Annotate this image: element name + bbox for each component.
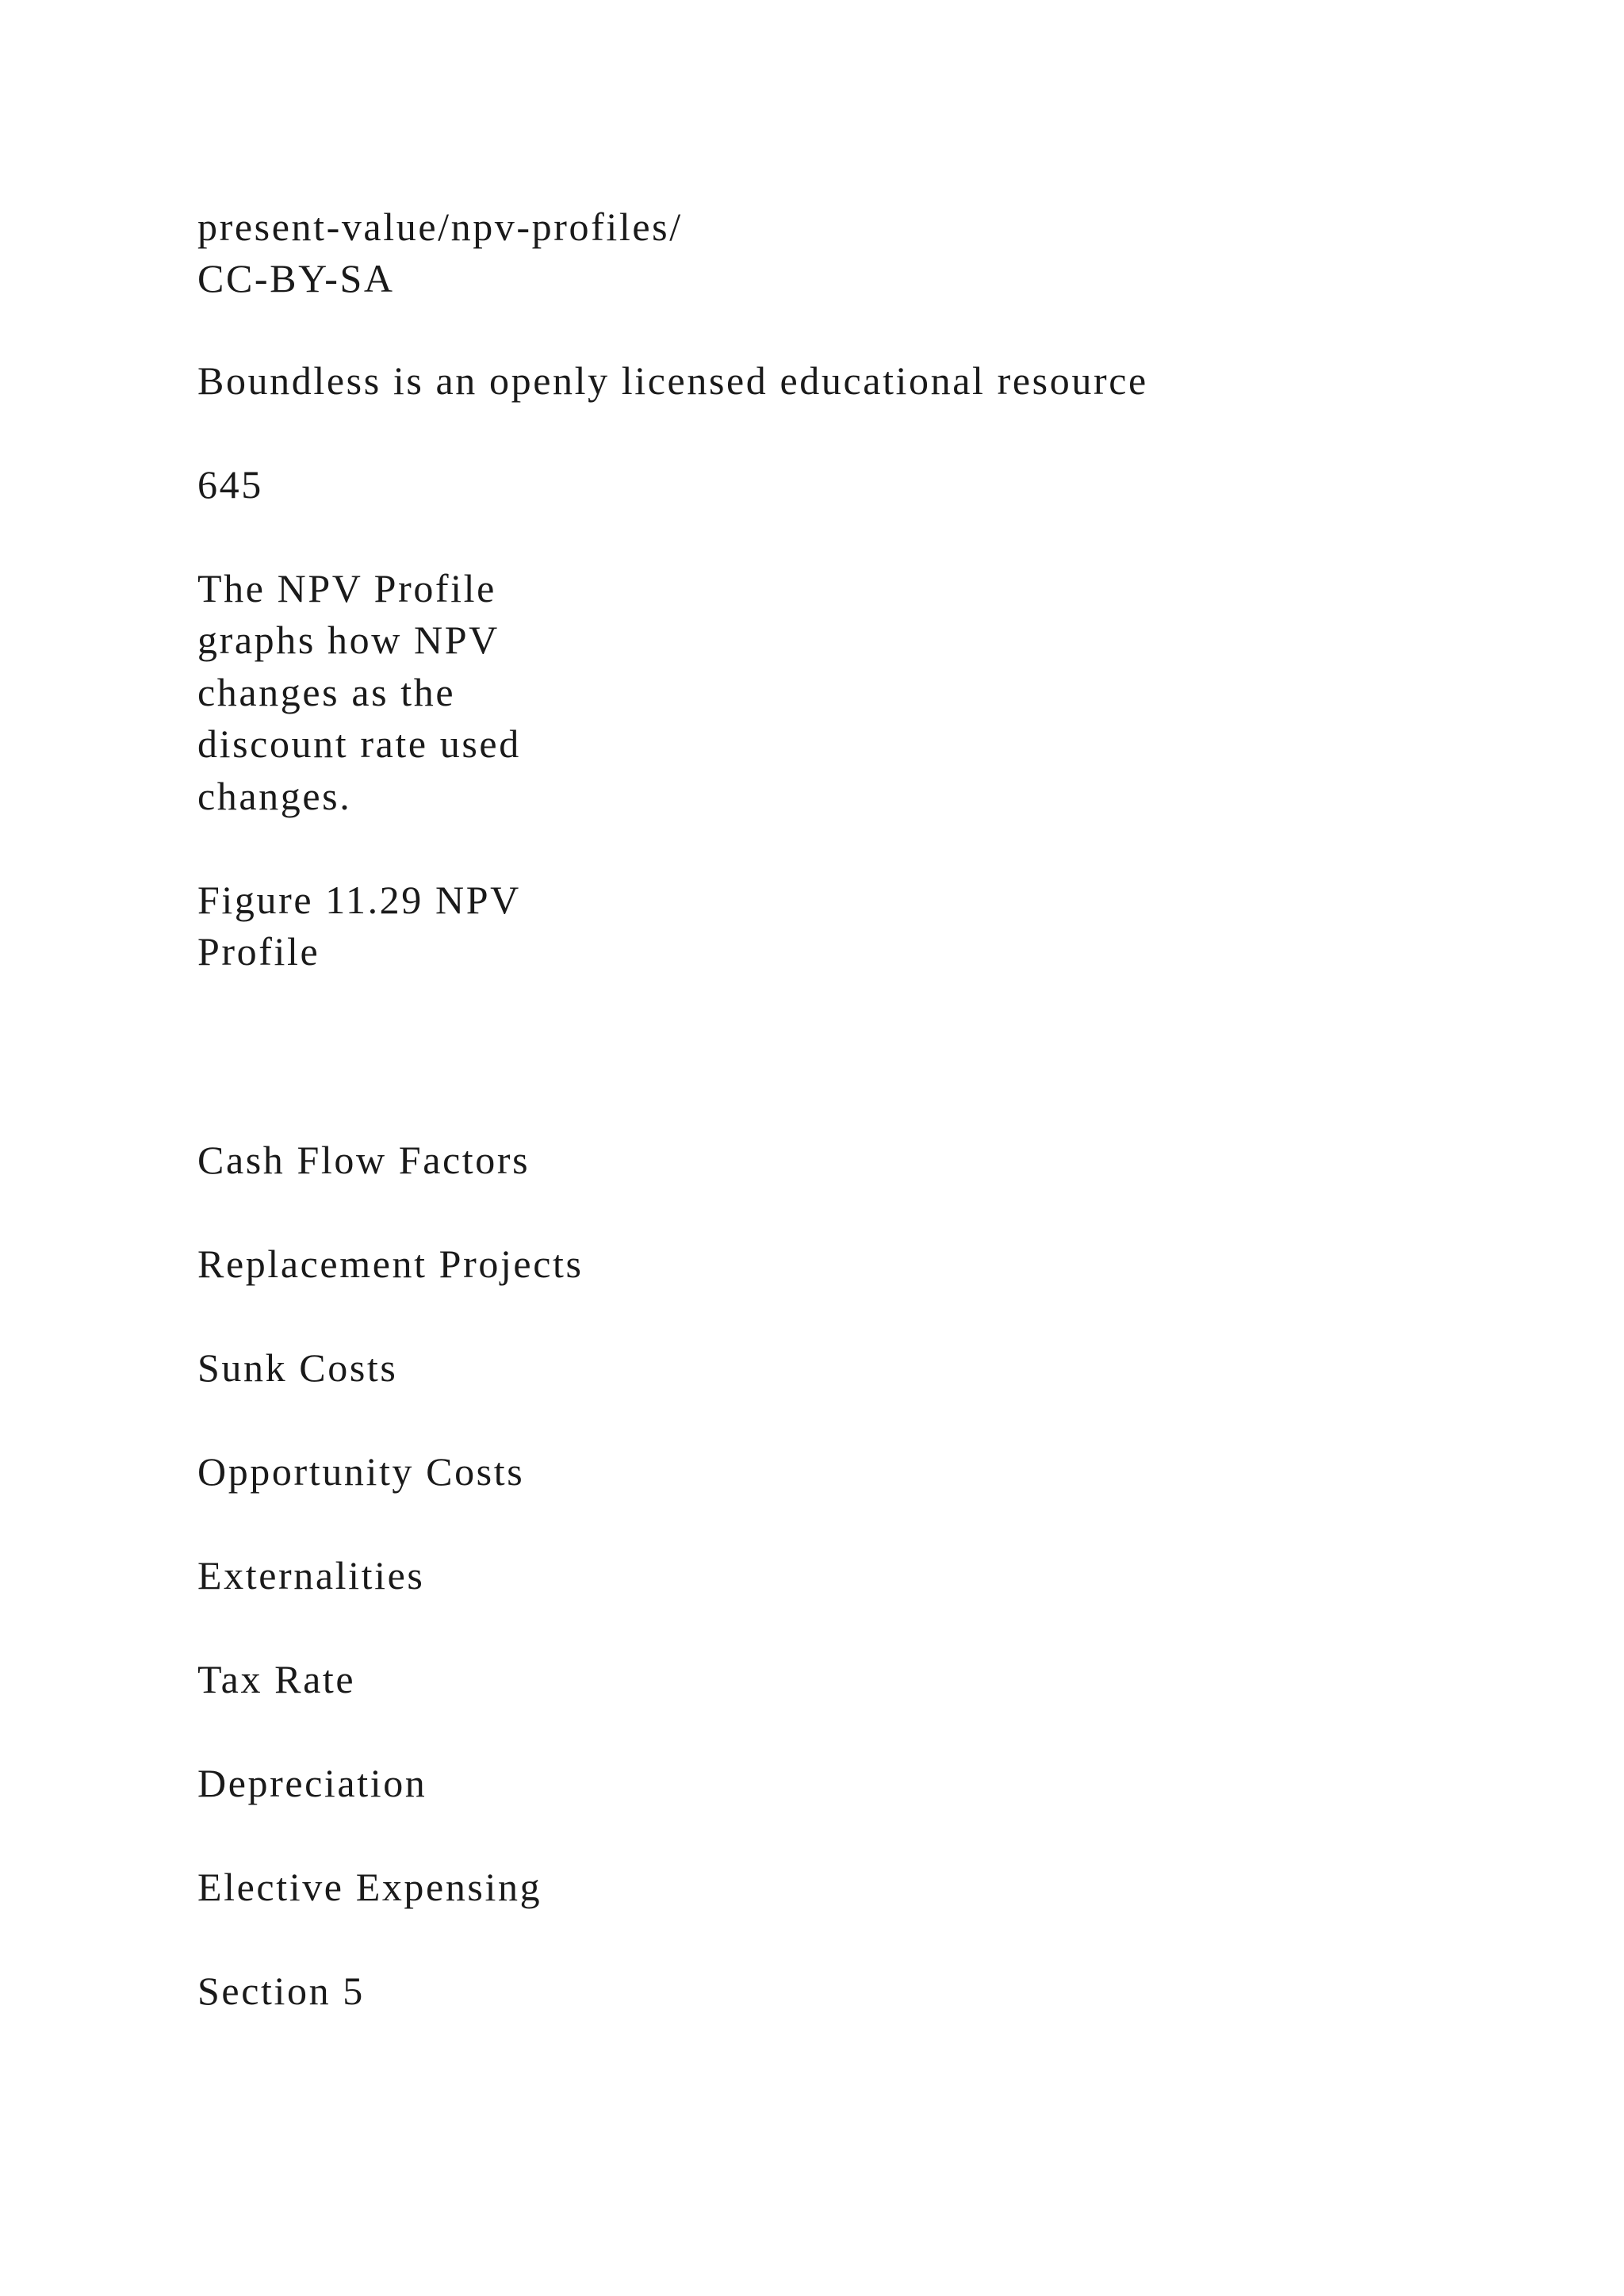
topic-cash-flow-factors: Cash Flow Factors bbox=[197, 1138, 530, 1182]
caption-line: graphs how NPV bbox=[197, 618, 500, 662]
attribution-text: Boundless is an openly licensed educational resource bbox=[197, 358, 1148, 403]
topic-opportunity-costs: Opportunity Costs bbox=[197, 1449, 525, 1494]
topic-replacement-projects: Replacement Projects bbox=[197, 1242, 584, 1286]
figure-label-line: Figure 11.29 NPV bbox=[197, 878, 521, 922]
topic-section-5: Section 5 bbox=[197, 1969, 365, 2013]
page-number: 645 bbox=[197, 462, 263, 507]
topic-elective-expensing: Elective Expensing bbox=[197, 1865, 542, 1909]
caption-line: The NPV Profile bbox=[197, 566, 496, 610]
topic-externalities: Externalities bbox=[197, 1553, 425, 1598]
figure-label-line: Profile bbox=[197, 929, 320, 974]
caption-line: changes as the bbox=[197, 670, 456, 714]
caption-line: discount rate used bbox=[197, 721, 521, 766]
topic-depreciation: Depreciation bbox=[197, 1761, 427, 1805]
caption-line: changes. bbox=[197, 774, 352, 818]
topic-tax-rate: Tax Rate bbox=[197, 1657, 356, 1701]
topic-sunk-costs: Sunk Costs bbox=[197, 1345, 398, 1390]
source-url-fragment: present-value/npv-profiles/ bbox=[197, 205, 683, 249]
license-label: CC-BY-SA bbox=[197, 256, 395, 300]
